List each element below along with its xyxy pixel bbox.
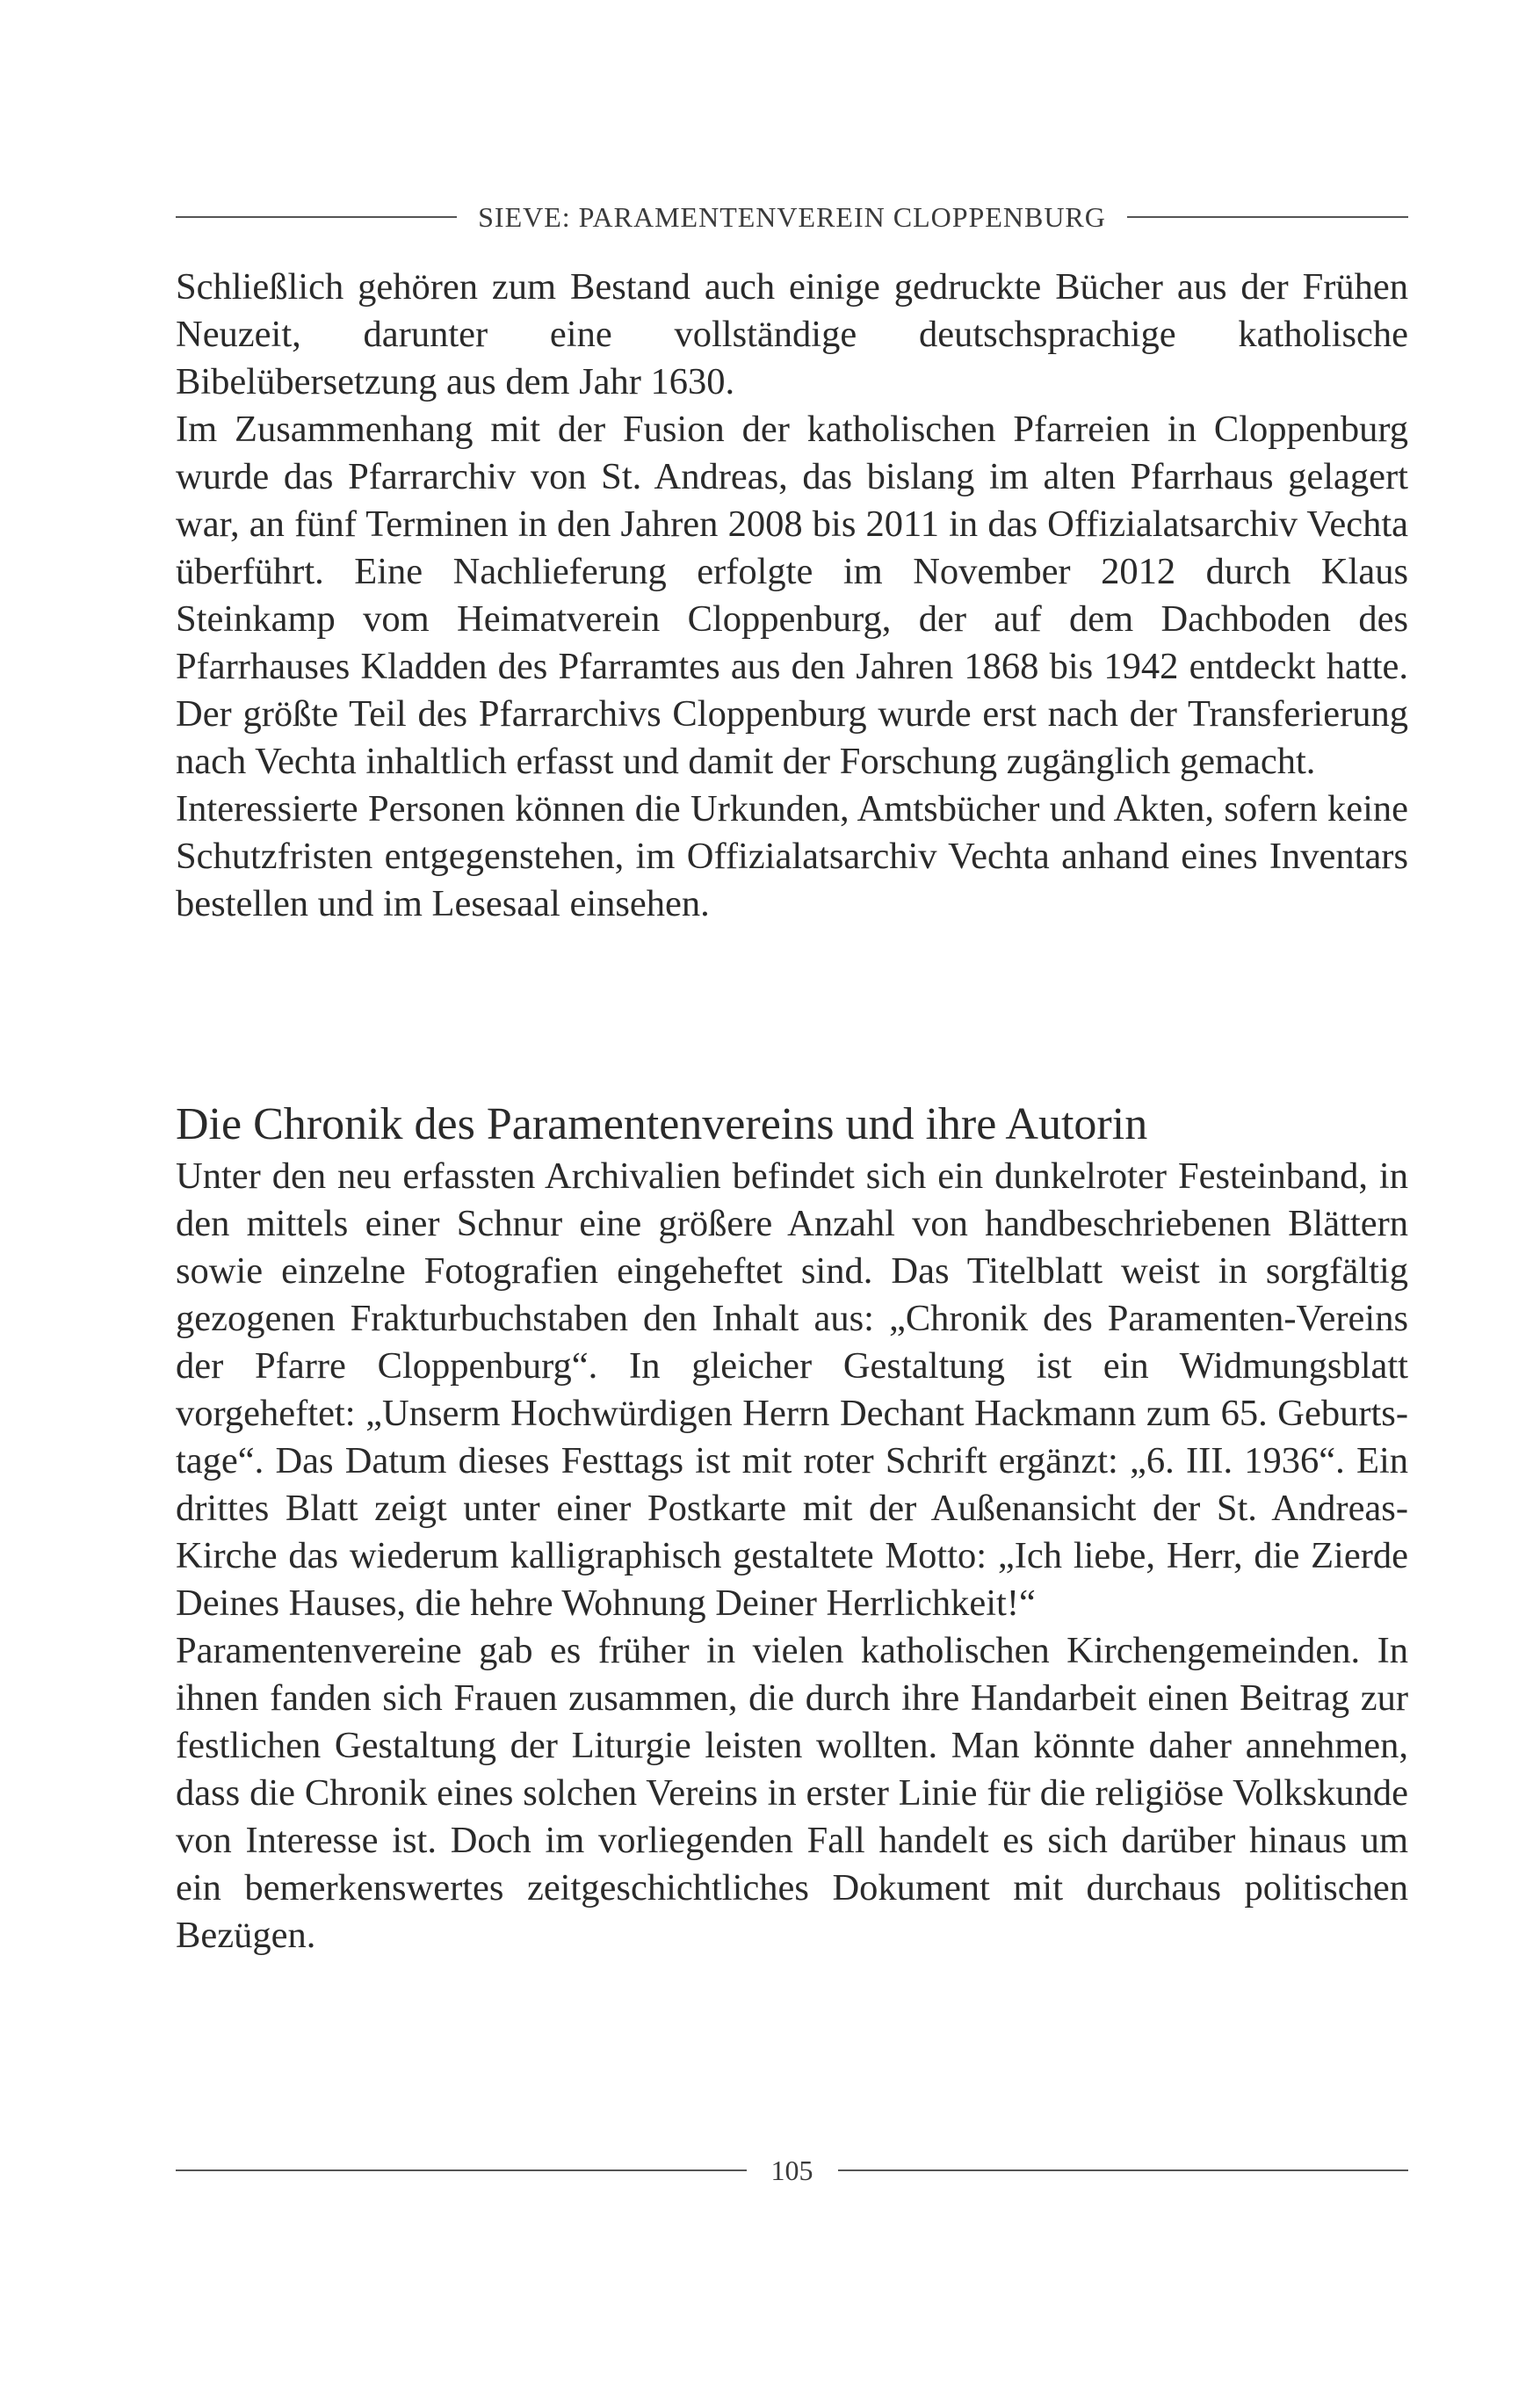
header-rule-right	[1127, 216, 1408, 218]
section-chronik	[176, 1098, 1408, 1959]
footer-rule-left	[176, 2169, 747, 2171]
page-number: 105	[770, 2154, 813, 2186]
running-title: SIEVE: PARAMENTENVEREIN CLOPPENBURG	[478, 200, 1106, 233]
header-rule-left	[176, 216, 457, 218]
paragraph: Interessierte Personen können die Urkunden, Amtsbücher und Akten, sofern keine Schutzfristen entgegenstehen, im Offizialatsarchiv Vechta anhand eines Inventars bestellen und im Lesesaal einsehen.	[176, 788, 1408, 924]
body-text-top	[176, 264, 1408, 928]
paragraph: Im Zusammenhang mit der Fusion der katholischen Pfarreien in Cloppenburg wurde das Pfarrarchiv von St. Andreas, das bislang im alten Pfarrhaus gelagert war, an fünf Terminen in den Jahren 2008 bis 2011 in das Offizialatsarchiv Vechta überführt. Eine Nachlieferung erfolgte im November 2012 durch Klaus Steinkamp vom Heimatverein Cloppenburg, der auf dem Dachboden des Pfarrhauses Kladden des Pfarramtes aus den Jahren 1868 bis 1942 entdeckt hatte. Der größte Teil des Pfarrarchivs Cloppenburg wurde erst nach der Transferierung nach Vechta inhaltlich erfasst und damit der Forschung zugänglich gemacht.	[176, 409, 1408, 782]
page-footer	[176, 2148, 1408, 2192]
running-header	[176, 195, 1408, 239]
section-heading: Die Chronik des Paramentenvereins und ihre Autorin	[176, 1099, 1148, 1149]
footer-rule-right	[838, 2169, 1409, 2171]
paragraph: Paramentenvereine gab es früher in vielen katholischen Kirchengemeinden. In ihnen fanden sich Frauen zusammen, die durch ihre Handarbeit einen Beitrag zur festlichen Gestaltung der Liturgie leisten wollten. Man könnte daher annehmen, dass die Chronik eines solchen Vereins in erster Linie für die religiöse Volkskunde von Interesse ist. Doch im vorliegenden Fall handelt es sich darüber hinaus um ein bemerkenswertes zeitgeschichtliches Dokument mit durchaus politischen Bezügen.	[176, 1630, 1408, 1956]
paragraph: Unter den neu erfassten Archivalien befindet sich ein dunkelroter Festeinband, in den mittels einer Schnur eine größere Anzahl von handbeschriebenen Blättern sowie einzelne Fotografien eingeheftet sind. Das Titelblatt weist in sorgfältig gezogenen Frakturbuchstaben den Inhalt aus: „Chronik des Paramenten-Vereins der Pfarre Cloppenburg“. In gleicher Gestaltung ist ein Widmungsblatt vorgeheftet: „Unserm Hochwürdigen Herrn Dechant Hackmann zum 65. Geburtstage“. Das Datum dieses Festtags ist mit roter Schrift ergänzt: „6. III. 1936“. Ein drittes Blatt zeigt unter einer Postkarte mit der Außenansicht der St. Andreas-Kirche das wiederum kalligraphisch gestaltete Motto: „Ich liebe, Herr, die Zierde Deines Hauses, die hehre Wohnung Deiner Herrlichkeit!“	[176, 1155, 1408, 1624]
paragraph: Schließlich gehören zum Bestand auch einige gedruckte Bücher aus der Frühen Neuzeit, darunter eine vollständige deutschsprachige katholische Bibelübersetzung aus dem Jahr 1630.	[176, 266, 1408, 402]
